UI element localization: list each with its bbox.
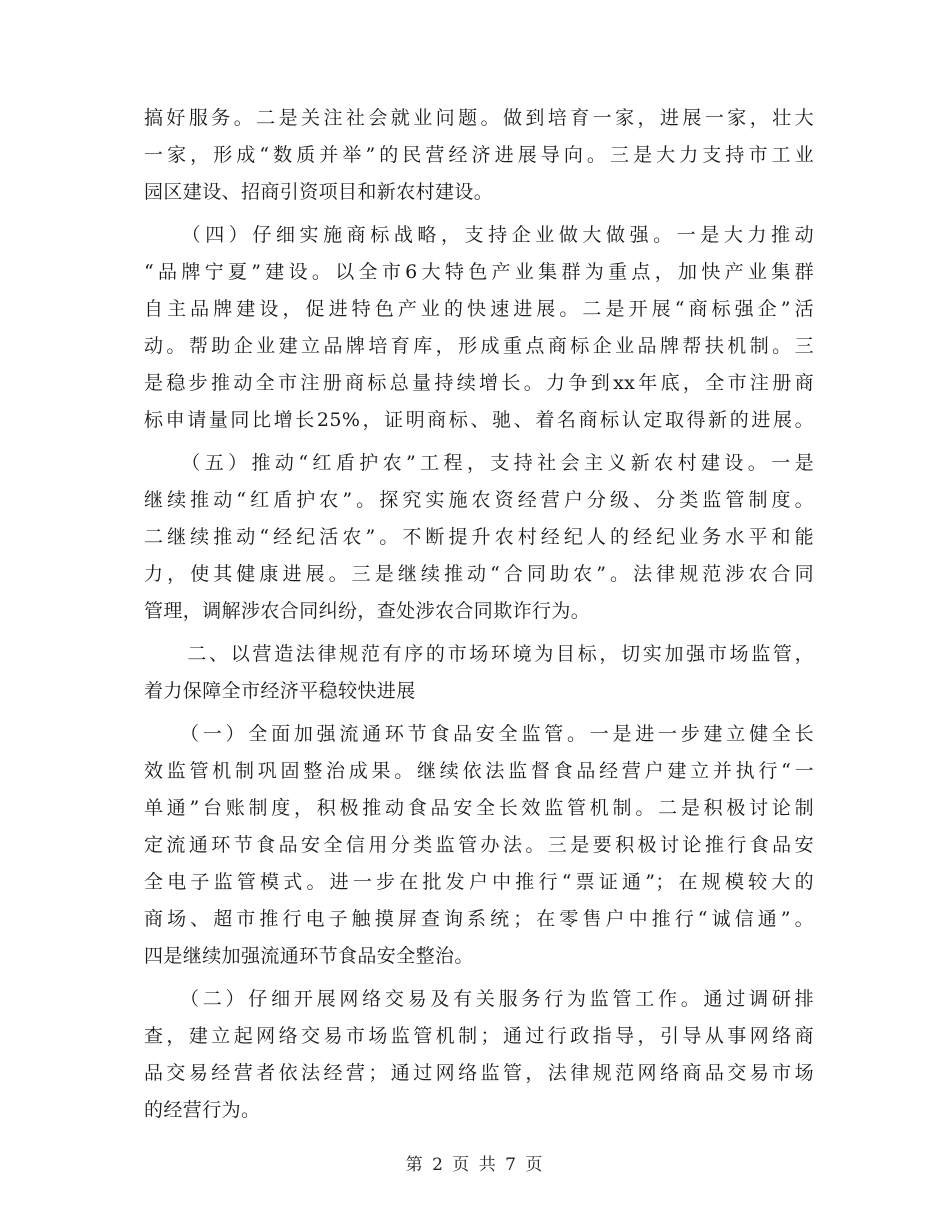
text-line: 一家，形成“数质并举”的民营经济进展导向。三是大力支持市工业 [144, 144, 814, 166]
text-line: 动。帮助企业建立品牌培育库，形成重点商标企业品牌帮扶机制。三 [144, 335, 814, 357]
text-line: 二继续推动“经纪活农”。不断提升农村经纪人的经纪业务水平和能 [144, 526, 814, 548]
text-line: 单通”台账制度，积极推动食品安全长效监管机制。二是积极讨论制 [144, 797, 814, 819]
text-line: 自主品牌建设，促进特色产业的快速进展。二是开展“商标强企”活 [144, 298, 814, 320]
text-line: 商场、超市推行电子触摸屏查询系统；在零售户中推行“诚信通”。 [144, 908, 814, 930]
text-line: 查，建立起网络交易市场监管机制；通过行政指导，引导从事网络商 [144, 1025, 814, 1047]
paragraph [144, 716, 814, 975]
text-line: 二、以营造法律规范有序的市场环境为目标，切实加强市场监管， [144, 643, 814, 665]
page-number: 第 2 页 共 7 页 [405, 1155, 545, 1175]
paragraph [144, 981, 814, 1129]
text-line: （四）仔细实施商标战略，支持企业做大做强。一是大力推动 [144, 224, 814, 246]
text-line: 标申请量同比增长25%，证明商标、驰、着名商标认定取得新的进展。 [144, 409, 814, 431]
body-text [144, 100, 814, 1129]
text-line: 的经营行为。 [144, 1099, 261, 1121]
text-line: 继续推动“红盾护农”。探究实施农资经营户分级、分类监管制度。 [144, 489, 814, 511]
text-line: 力，使其健康进展。三是继续推动“合同助农”。法律规范涉农合同 [144, 563, 814, 585]
text-line: 全电子监管模式。进一步在批发户中推行“票证通”；在规模较大的 [144, 871, 814, 893]
section-heading [144, 636, 814, 710]
text-line: 是稳步推动全市注册商标总量持续增长。力争到xx年底，全市注册商 [144, 372, 814, 394]
text-line: 搞好服务。二是关注社会就业问题。做到培育一家，进展一家，壮大 [144, 107, 814, 129]
paragraph [144, 100, 814, 211]
text-line: 品交易经营者依法经营；通过网络监管，法律规范网络商品交易市场 [144, 1062, 814, 1084]
text-line: （一）全面加强流通环节食品安全监管。一是进一步建立健全长 [144, 723, 814, 745]
text-line: 定流通环节食品安全信用分类监管办法。三是要积极讨论推行食品安 [144, 834, 814, 856]
text-line: 管理，调解涉农合同纠纷，查处涉农合同欺诈行为。 [144, 600, 591, 622]
text-line: （二）仔细开展网络交易及有关服务行为监管工作。通过调研排 [144, 988, 814, 1010]
paragraph [144, 445, 814, 630]
text-line: 效监管机制巩固整治成果。继续依法监督食品经营户建立并执行“一 [144, 760, 814, 782]
text-line: “品牌宁夏”建设。以全市6大特色产业集群为重点，加快产业集群 [144, 261, 814, 283]
text-line: 园区建设、招商引资项目和新农村建设。 [144, 181, 494, 203]
paragraph [144, 217, 814, 439]
text-line: 四是继续加强流通环节食品安全整治。 [144, 945, 474, 967]
text-line: （五）推动“红盾护农”工程，支持社会主义新农村建设。一是 [144, 452, 814, 474]
text-line: 着力保障全市经济平稳较快进展 [144, 680, 416, 702]
